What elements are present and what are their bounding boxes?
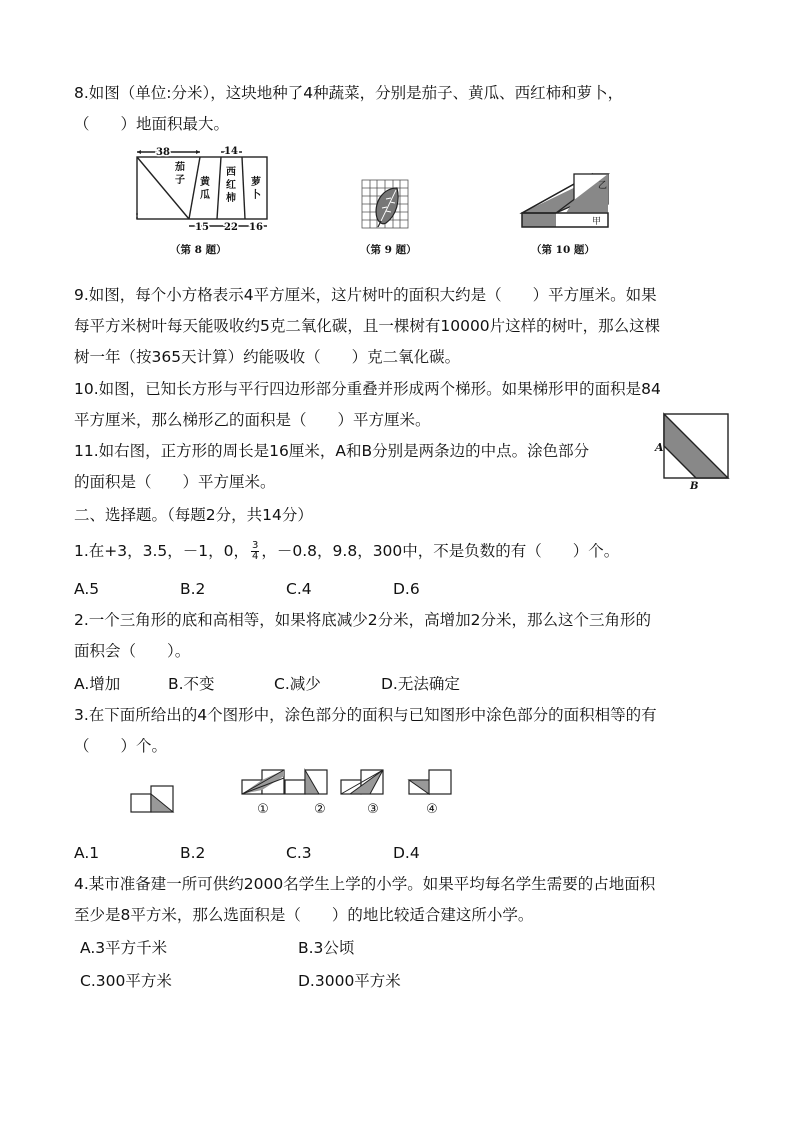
q9-line1: 9.如图，每个小方格表示4平方厘米，这片树叶的面积大约是（ ）平方厘米。如果 <box>74 286 657 304</box>
fig8-region3-c: 柿 <box>226 193 236 204</box>
c1-option-c[interactable]: C.4 <box>286 580 312 598</box>
c4-option-a[interactable]: A.3平方千米 <box>80 939 168 957</box>
q8-line1: 8.如图（单位:分米），这块地种了4种蔬菜，分别是茄子、黄瓜、西红柿和萝卜， <box>74 84 624 102</box>
q11-square-diagram <box>650 411 730 493</box>
q11-label-a: A <box>655 441 664 454</box>
c3-fig4-label: ④ <box>426 802 438 817</box>
c3-fig1-label: ① <box>257 802 269 817</box>
fig10-caption: （第 10 题） <box>531 244 595 256</box>
c1-text-before: 1.在+3，3.5，－1，0， <box>74 542 250 560</box>
c3-option-b[interactable]: B.2 <box>180 844 206 862</box>
c3-figure-4 <box>408 768 454 820</box>
c2-option-b[interactable]: B.不变 <box>168 675 215 693</box>
fig10-label-yi: 乙 <box>598 181 608 191</box>
c1-text-after: ，－0.8，9.8，300中，不是负数的有（ ）个。 <box>261 542 620 560</box>
fig9-leaf-grid <box>360 178 410 230</box>
q10-line2: 平方厘米，那么梯形乙的面积是（ ）平方厘米。 <box>74 411 431 429</box>
fig9-caption: （第 9 题） <box>360 244 417 256</box>
c3-fig3-label: ③ <box>367 802 379 817</box>
c3-option-d[interactable]: D.4 <box>393 844 420 862</box>
fig8-region4-b: 卜 <box>251 190 261 201</box>
fig8-dim-22: 22 <box>224 222 238 233</box>
fig8-region3-a: 西 <box>226 167 236 178</box>
c1-question <box>74 540 619 562</box>
fig8-dim-16: 16 <box>249 222 263 233</box>
q10-line1: 10.如图，已知长方形与平行四边形部分重叠并形成两个梯形。如果梯形甲的面积是84 <box>74 380 661 398</box>
c4-line2: 至少是8平方米，那么选面积是（ ）的地比较适合建这所小学。 <box>74 906 534 924</box>
c1-frac-num: 3 <box>252 540 259 551</box>
q11-label-b: B <box>690 481 699 492</box>
fig8-region2-b: 瓜 <box>200 190 210 201</box>
c2-option-d[interactable]: D.无法确定 <box>381 675 460 693</box>
c3-option-c[interactable]: C.3 <box>286 844 312 862</box>
section2-title: 二、选择题。（每题2分，共14分） <box>74 506 313 524</box>
fig10-label-jia: 甲 <box>592 217 602 227</box>
c2-line2: 面积会（ ）。 <box>74 642 191 660</box>
fig8-caption: （第 8 题） <box>170 244 227 256</box>
q11-line2: 的面积是（ ）平方厘米。 <box>74 473 276 491</box>
fig8-region1-a: 茄 <box>175 162 185 173</box>
c3-given-figure <box>130 780 175 814</box>
q9-line3: 树一年（按365天计算）约能吸收（ ）克二氧化碳。 <box>74 348 461 366</box>
fig8-dim-38: 38 <box>156 147 170 158</box>
q11-line1: 11.如右图，正方形的周长是16厘米，A和B分别是两条边的中点。涂色部分 <box>74 442 590 460</box>
c1-fraction <box>251 541 259 562</box>
c4-option-c[interactable]: C.300平方米 <box>80 972 172 990</box>
c1-option-d[interactable]: D.6 <box>393 580 420 598</box>
c2-line1: 2.一个三角形的底和高相等，如果将底减少2分米，高增加2分米，那么这个三角形的 <box>74 611 652 629</box>
c1-option-b[interactable]: B.2 <box>180 580 206 598</box>
c2-option-c[interactable]: C.减少 <box>274 675 321 693</box>
c4-option-d[interactable]: D.3000平方米 <box>298 972 401 990</box>
fig8-diagram <box>130 145 275 235</box>
c3-option-a[interactable]: A.1 <box>74 844 100 862</box>
c4-line1: 4.某市准备建一所可供约2000名学生上学的小学。如果平均每名学生需要的占地面积 <box>74 875 656 893</box>
q9-line2: 每平方米树叶每天能吸收约5克二氧化碳，且一棵树有10000片这样的树叶，那么这棵 <box>74 317 661 335</box>
fig8-region3-b: 红 <box>226 180 236 191</box>
fig8-region1-b: 子 <box>175 175 185 186</box>
c3-line2: （ ）个。 <box>74 737 168 755</box>
c3-fig2-label: ② <box>314 802 326 817</box>
c3-figure-2 <box>284 768 330 820</box>
c4-option-b[interactable]: B.3公顷 <box>298 939 355 957</box>
q8-line2: （ ）地面积最大。 <box>74 115 230 133</box>
c1-frac-den: 4 <box>252 551 259 562</box>
c3-figure-3 <box>340 768 386 820</box>
fig8-dim-15: 15 <box>195 222 209 233</box>
c1-option-a[interactable]: A.5 <box>74 580 100 598</box>
fig8-region2-a: 黄 <box>200 177 210 188</box>
fig8-dim-14: 14 <box>224 146 238 157</box>
c3-figure-1 <box>241 768 287 820</box>
c3-line1: 3.在下面所给出的4个图形中，涂色部分的面积与已知图形中涂色部分的面积相等的有 <box>74 706 657 724</box>
fig8-region4-a: 萝 <box>251 177 261 188</box>
c2-option-a[interactable]: A.增加 <box>74 675 121 693</box>
fig10-diagram <box>518 170 608 234</box>
